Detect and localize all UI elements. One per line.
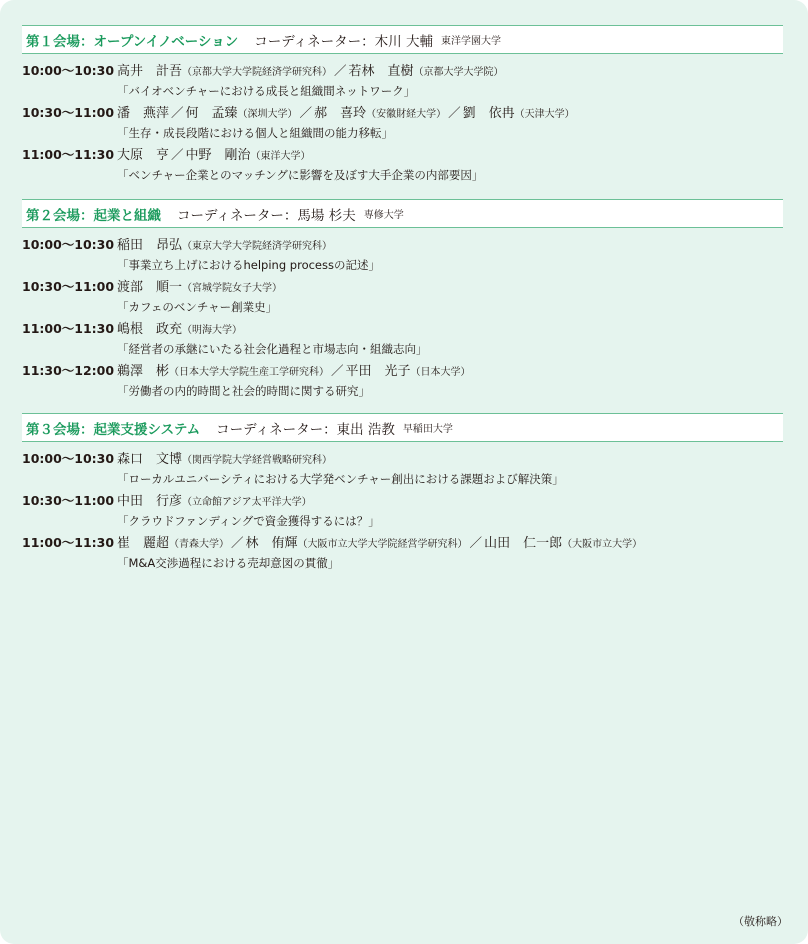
separator: ／: [331, 363, 344, 378]
talk-time: 10:00～10:30: [22, 63, 115, 78]
presenter-affiliation: （東洋大学）: [250, 151, 311, 162]
presenter-name: 崔 麗超: [117, 536, 170, 551]
presenter-affiliation: （京都大学大学院）: [413, 67, 504, 78]
talk-time: 10:00～10:30: [22, 451, 115, 466]
session-1: [22, 25, 783, 187]
talk-item: [22, 449, 783, 491]
coordinator-affiliation: 早稲田大学: [402, 424, 453, 435]
talk-time: 11:00～11:30: [22, 535, 115, 550]
presenter-name: 何 孟臻: [185, 106, 238, 121]
presenter-affiliation: （関西学院大学経営戦略研究科）: [182, 455, 333, 466]
talk-list: [22, 54, 783, 187]
presenter-affiliation: （京都大学大学院経済学研究科）: [182, 67, 333, 78]
talk-item: [22, 103, 783, 145]
presenter-affiliation: （立命館アジア太平洋大学）: [182, 497, 312, 508]
talk-item: [22, 533, 783, 575]
presenter-name: 嶋根 政充: [117, 322, 183, 337]
talk-title: 「バイオベンチャーにおける成長と組織間ネットワーク」: [117, 84, 416, 98]
coordinator-label: コーディネーター：: [177, 207, 298, 224]
session-header: [22, 199, 783, 228]
venue-title: 第３会場：起業支援システム: [26, 421, 201, 438]
talk-title: 「生存・成長段階における個人と組織間の能力移転」: [117, 126, 393, 140]
talk-title: 「カフェのベンチャー創業史」: [117, 300, 278, 314]
talk-time: 10:30～11:00: [22, 493, 115, 508]
presenter-name: 森口 文博: [117, 452, 183, 467]
talk-title: 「事業立ち上げにおけるhelping processの記述」: [117, 258, 380, 272]
talk-title: 「労働者の内的時間と社会的時間に関する研究」: [117, 384, 370, 398]
talk-item: [22, 491, 783, 533]
coordinator-name: 木川 大輔: [374, 33, 433, 50]
talk-item: [22, 145, 783, 187]
presenter-affiliation: （安徽財経大学）: [366, 109, 447, 120]
coordinator-affiliation: 東洋学園大学: [440, 36, 501, 47]
session-header: [22, 25, 783, 54]
separator: ／: [171, 147, 184, 162]
separator: ／: [231, 535, 244, 550]
talk-time: 10:30～11:00: [22, 105, 115, 120]
presenter-name: 山田 仁一郎: [484, 536, 563, 551]
presenter-name: 大原 亨: [117, 148, 170, 163]
presenter-affiliation: （東京大学大学院経済学研究科）: [182, 241, 333, 252]
presenter-name: 林 侑輝: [245, 536, 298, 551]
coordinator-affiliation: 専修大学: [363, 210, 404, 221]
talk-time: 11:00～11:30: [22, 321, 115, 336]
session-3: [22, 413, 783, 575]
presenter-name: 鵜澤 彬: [117, 364, 170, 379]
presenter-name: 稲田 昂弘: [117, 238, 183, 253]
separator: ／: [334, 63, 347, 78]
separator: ／: [469, 535, 483, 550]
talk-list: [22, 228, 783, 403]
venue-title: 第１会場：オープンイノベーション: [26, 33, 239, 50]
talk-time: 11:30～12:00: [22, 363, 115, 378]
separator: ／: [299, 105, 313, 120]
presenter-name: 劉 依冉: [462, 106, 515, 121]
presenter-affiliation: （明海大学）: [182, 325, 243, 336]
talk-title: 「経営者の承継にいたる社会化過程と市場志向・組織志向」: [117, 342, 428, 356]
presenter-name: 中野 剛治: [185, 148, 251, 163]
separator: ／: [448, 105, 461, 120]
presenter-name: 若林 直樹: [348, 64, 414, 79]
presenter-name: 渡部 順一: [117, 280, 183, 295]
talk-time: 10:00～10:30: [22, 237, 115, 252]
presenter-name: 高井 計吾: [117, 64, 183, 79]
presenter-name: 平田 光子: [345, 364, 411, 379]
presenter-affiliation: （天津大学）: [514, 109, 575, 120]
talk-title: 「M&A交渉過程における売却意図の貫徹」: [117, 556, 340, 570]
session-header: [22, 413, 783, 442]
coordinator-name: 東出 浩教: [336, 421, 395, 438]
presenter-affiliation: （大阪市立大学大学院経営学研究科）: [297, 539, 468, 550]
presenter-affiliation: （深圳大学）: [237, 109, 298, 120]
coordinator-label: コーディネーター：: [216, 421, 337, 438]
talk-title: 「ローカルユニバーシティにおける大学発ベンチャー創出における課題および解決策」: [117, 472, 564, 486]
footer-note: （敬称略）: [733, 915, 788, 928]
presenter-affiliation: （大阪市立大学）: [562, 539, 643, 550]
presenter-name: 潘 燕萍: [117, 106, 170, 121]
talk-title: 「クラウドファンディングで資金獲得するには？」: [117, 514, 380, 528]
presenter-affiliation: （日本大学）: [410, 367, 471, 378]
talk-time: 10:30～11:00: [22, 279, 115, 294]
talk-item: [22, 319, 783, 361]
talk-time: 11:00～11:30: [22, 147, 115, 162]
presenter-affiliation: （青森大学）: [169, 539, 230, 550]
presenter-affiliation: （日本大学大学院生産工学研究科）: [169, 367, 330, 378]
presenter-affiliation: （宮城学院女子大学）: [182, 283, 283, 294]
talk-item: [22, 361, 783, 403]
talk-item: [22, 235, 783, 277]
presenter-name: 郝 喜玲: [314, 106, 367, 121]
talk-item: [22, 61, 783, 103]
venue-title: 第２会場：起業と組織: [26, 207, 161, 224]
presenter-name: 中田 行彦: [117, 494, 183, 509]
talk-title: 「ベンチャー企業とのマッチングに影響を及ぼす大手企業の内部要因」: [117, 168, 484, 182]
session-2: [22, 199, 783, 403]
talk-item: [22, 277, 783, 319]
separator: ／: [171, 105, 184, 120]
coordinator-label: コーディネーター：: [254, 33, 375, 50]
coordinator-name: 馬場 杉夫: [297, 207, 356, 224]
talk-list: [22, 442, 783, 575]
